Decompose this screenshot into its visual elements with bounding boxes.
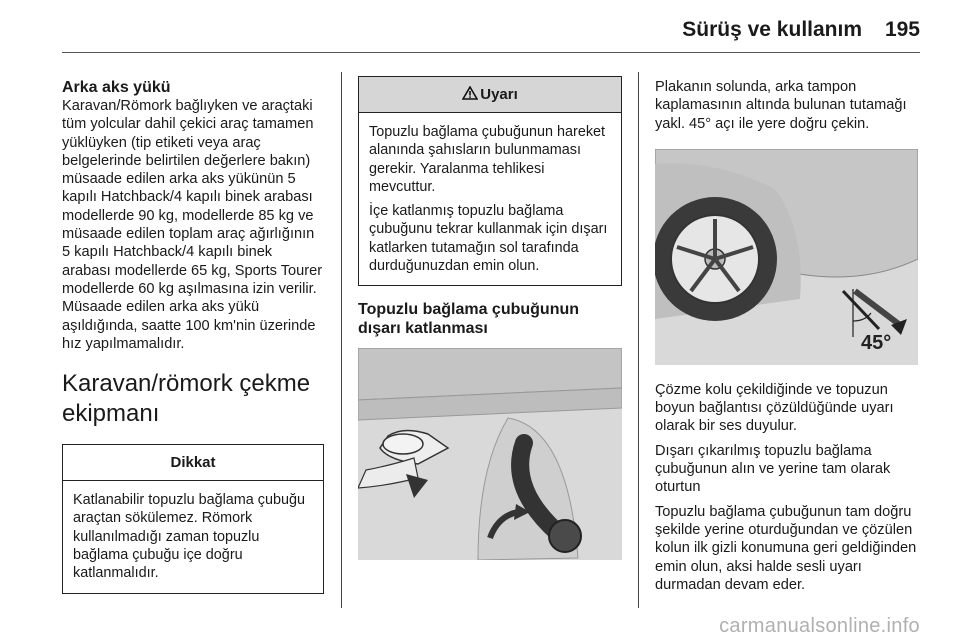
column-divider-right <box>638 72 639 608</box>
warning-box <box>358 76 622 286</box>
column-divider-left <box>341 72 342 608</box>
column-right <box>655 78 920 594</box>
tow-bar-drawing <box>358 348 622 560</box>
towing-section-heading: Karavan/römork çekme ekipmanı <box>62 370 311 428</box>
release-handle-drawing <box>655 149 918 365</box>
release-handle-illustration <box>655 149 918 365</box>
caution-box <box>62 444 324 593</box>
rear-axle-paragraph: Karavan/Römork bağlıyken ve araçtaki tüm yolcular dahil çekici araç tamamen yüklüyken (tip etiketi veya araç belgelerinde belirtilen değerlere bakın) müsaade edilen arka aks yükünün 5 kapılı Hatchback/4 kapılı binek arabası modellerde 90 kg, modellerde 85 kg ve müsaade edilen toplam araç ağırlığının 5 kapılı Hatchback/4 kapılı binek arabası modellerde 65 kg, Sports Tourer modellerde 60 kg aşılmasına izin verilir. Müsaade edilen arka aks yükü aşıldığında, saatte 100 km'nin üzerinde hız yapılmamalıdır. <box>62 98 323 352</box>
warning-title: Uyarı <box>480 86 518 103</box>
caution-title: Dikkat <box>63 445 323 481</box>
column-middle <box>358 76 622 560</box>
warning-body <box>359 113 621 285</box>
verify-paragraph: Topuzlu bağlama çubuğunun tam doğru şekilde yerine oturduğundan ve çözülen kolun ilk gizli konumuna geri geldiğinden emin olun, aksi halde sesli uyarı durmadan devam eder. <box>655 503 917 593</box>
tow-bar-illustration <box>358 348 622 560</box>
caution-text: Katlanabilir topuzlu bağlama çubuğu araçtan sökülemez. Römork kullanılmadığı zaman topuzlu bağlama çubuğu içe doğru katlanmalıdır. <box>73 492 306 582</box>
chapter-title: Sürüş ve kullanım <box>682 18 862 41</box>
header-rule <box>62 52 920 53</box>
page-header <box>0 10 960 50</box>
angle-label: 45° <box>861 331 892 354</box>
seat-bar-paragraph: Dışarı çıkarılmış topuzlu bağlama çubuğunun alın ve yerine tam olarak oturtun <box>655 442 891 496</box>
column-left <box>62 78 324 594</box>
handle-instruction: Plakanın solunda, arka tampon kaplamasının altında bulunan tutamağı yakl. 45° açı ile yere doğru çekin. <box>655 79 907 132</box>
warning-header <box>359 77 621 113</box>
release-sound-paragraph: Çözme kolu çekildiğinde ve topuzun boyun bağlantısı çözüldüğünde uyarı olarak bir ses duyulur. <box>655 381 894 435</box>
warning-paragraph-1: Topuzlu bağlama çubuğunun hareket alanında şahısların bulunmaması gerekir. Yaralanma tehlikesi mevcuttur. <box>369 124 606 195</box>
warning-paragraph-2: İçe katlanmış topuzlu bağlama çubuğunu tekrar kullanmak için dışarı katlarken tutamağın sol tarafında durduğunuzdan emin olun. <box>369 203 608 275</box>
rear-axle-heading: Arka aks yükü <box>62 79 171 96</box>
page-number: 195 <box>884 18 920 41</box>
fold-out-heading: Topuzlu bağlama çubuğunun dışarı katlanması <box>358 301 580 338</box>
watermark: carmanualsonline.info <box>719 615 920 637</box>
warning-triangle-icon <box>462 86 478 100</box>
